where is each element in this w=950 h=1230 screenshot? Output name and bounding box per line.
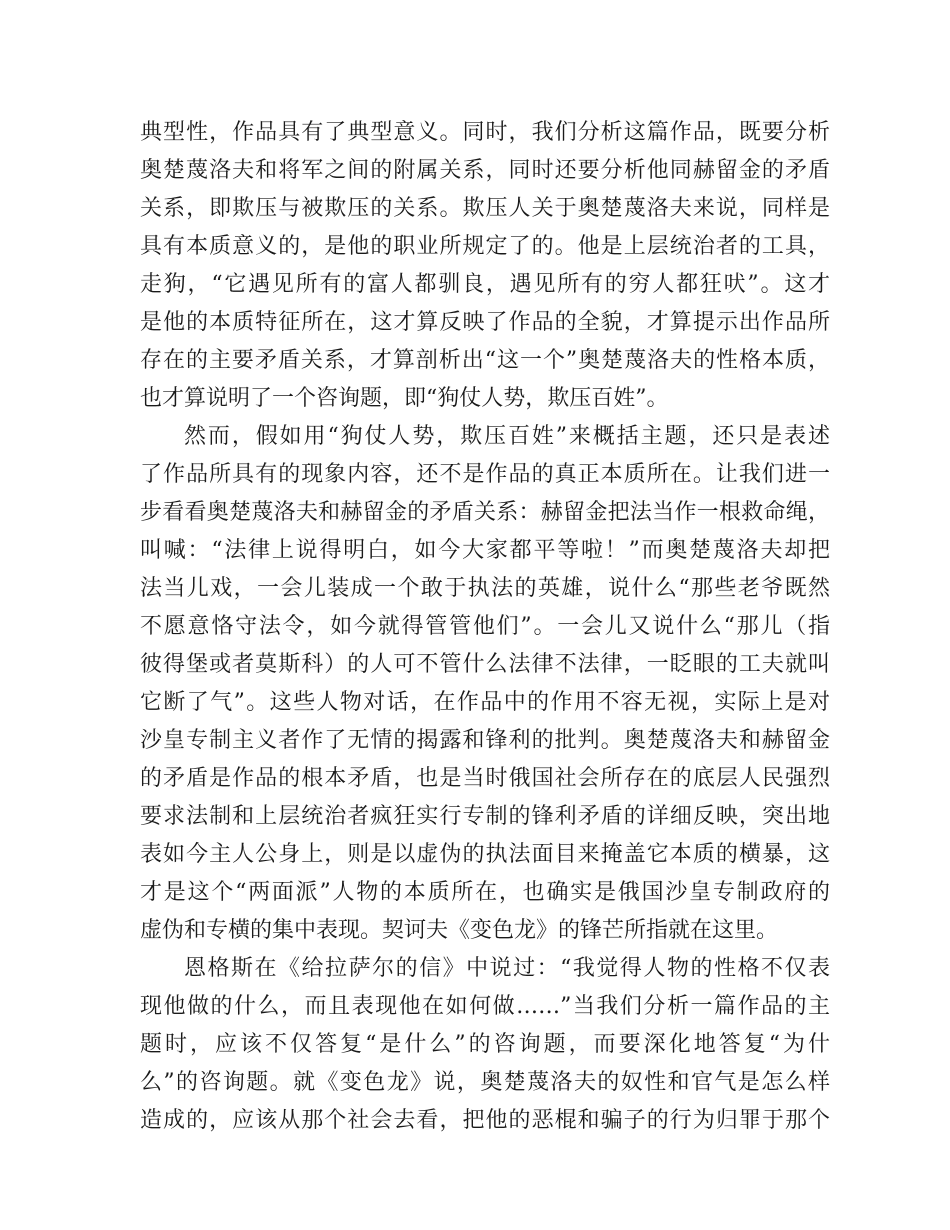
text-line: 才是这个“两面派”人物的本质所在，也确实是俄国沙皇专制政府的 (140, 880, 830, 905)
text-line: 关系，即欺压与被欺压的关系。欺压人关于奥楚蔑洛夫来说，同样是 (140, 196, 830, 221)
paragraph-2 (140, 418, 830, 950)
text-line: 存在的主要矛盾关系，才算剖析出“这一个”奥楚蔑洛夫的性格本质， (140, 348, 830, 373)
text-line: 走狗，“它遇见所有的富人都驯良，遇见所有的穷人都狂吠”。这才 (140, 272, 830, 297)
text-line: 表如今主人公身上，则是以虚伪的执法面目来掩盖它本质的横暴，这 (140, 842, 830, 867)
text-line: 的矛盾是作品的根本矛盾，也是当时俄国社会所存在的底层人民强烈 (140, 766, 830, 791)
text-line: 然而，假如用“狗仗人势，欺压百姓”来概括主题，还只是表述 (184, 424, 830, 449)
text-line: 也才算说明了一个咨询题，即“狗仗人势，欺压百姓”。 (140, 386, 669, 411)
text-line: 不愿意恪守法令，如今就得管管他们”。一会儿又说什么“那儿（指 (140, 614, 830, 639)
paragraph-3 (140, 950, 830, 1140)
text-line: 法当儿戏，一会儿装成一个敢于执法的英雄，说什么“那些老爷既然 (140, 576, 830, 601)
text-line: 步看看奥楚蔑洛夫和赫留金的矛盾关系：赫留金把法当作一根救命绳， (140, 500, 830, 525)
text-line: 造成的，应该从那个社会去看，把他的恶棍和骗子的行为归罪于那个 (140, 1108, 830, 1133)
text-line: 彼得堡或者莫斯科）的人可不管什么法律不法律，一眨眼的工夫就叫 (140, 652, 830, 677)
text-line: 恩格斯在《给拉萨尔的信》中说过：“我觉得人物的性格不仅表 (184, 956, 830, 981)
text-line: 沙皇专制主义者作了无情的揭露和锋利的批判。奥楚蔑洛夫和赫留金 (140, 728, 830, 753)
text-line: 题时，应该不仅答复“是什么”的咨询题，而要深化地答复“为什 (140, 1032, 830, 1057)
text-line: 是他的本质特征所在，这才算反映了作品的全貌，才算提示出作品所 (140, 310, 830, 335)
text-line: 虚伪和专横的集中表现。契诃夫《变色龙》的锋芒所指就在这里。 (140, 918, 779, 943)
text-line: 现他做的什么，而且表现他在如何做……”当我们分析一篇作品的主 (140, 994, 830, 1019)
text-line: 具有本质意义的，是他的职业所规定了的。他是上层统治者的工具， (140, 234, 830, 259)
paragraph-1 (140, 114, 830, 418)
text-line: 叫喊：“法律上说得明白，如今大家都平等啦！”而奥楚蔑洛夫却把 (140, 538, 830, 563)
text-line: 么”的咨询题。就《变色龙》说，奥楚蔑洛夫的奴性和官气是怎么样 (140, 1070, 830, 1095)
body-text (140, 114, 830, 1140)
text-line: 了作品所具有的现象内容，还不是作品的真正本质所在。让我们进一 (140, 462, 830, 487)
text-line: 奥楚蔑洛夫和将军之间的附属关系，同时还要分析他同赫留金的矛盾 (140, 158, 830, 183)
text-line: 它断了气”。这些人物对话，在作品中的作用不容无视，实际上是对 (140, 690, 830, 715)
text-line: 要求法制和上层统治者疯狂实行专制的锋利矛盾的详细反映，突出地 (140, 804, 830, 829)
text-line: 典型性，作品具有了典型意义。同时，我们分析这篇作品，既要分析 (140, 120, 830, 145)
